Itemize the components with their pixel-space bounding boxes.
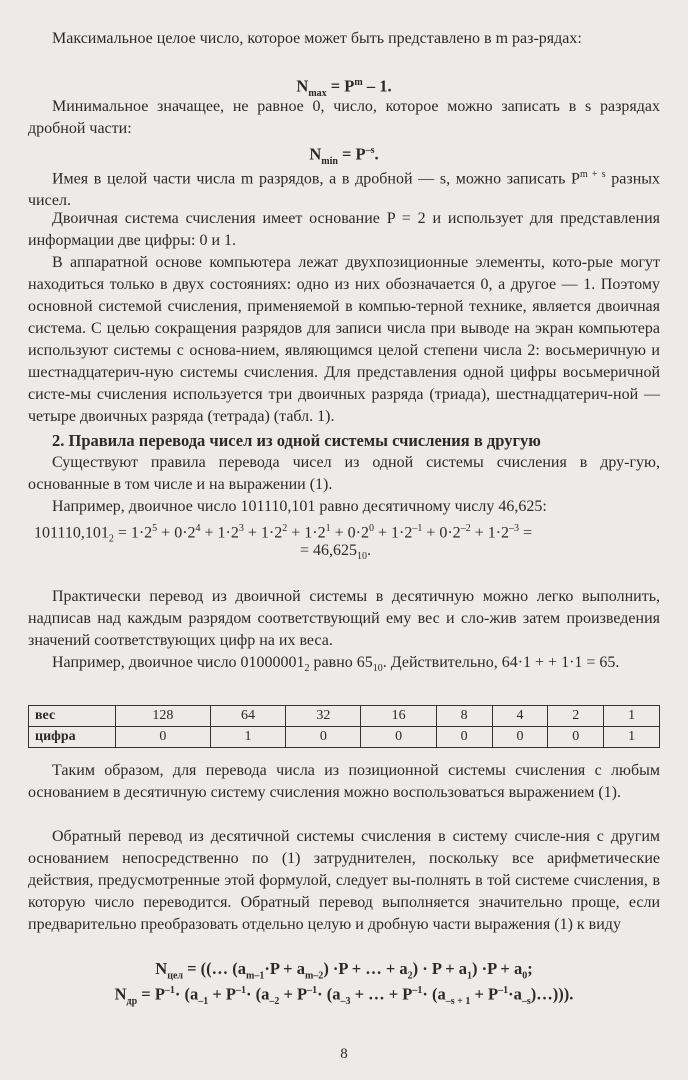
paragraph-reverse: Обратный перевод из десятичной системы счисления в систему счисле-ния с другим основанием непосредственно по (1) затруднителен, поскольку все арифметические действия, предусмотренные этой формулой, следует вы-полнять в той системе счисления, в которую число переводится. Обратный перевод выполняется значительно проще, если предварительно преобразовать отдельно целую и дробную части выражения (1) к виду <box>28 828 660 933</box>
weights-table <box>28 705 660 748</box>
table-cell: 1 <box>604 706 660 727</box>
formula-ncel: $N_{цел}$ = ((… $(a_{m-1}\cdot P + a_{m-2}) \cdot P$ + … + $a_2) \cdot P + a_1) \cdot P + a_0$; <box>155 959 533 982</box>
paragraph-example-65: Например, двоичное число $01000001_2$ равно $65_{10}$. Действительно, 64·1 + + 1·1 = 65. <box>52 654 620 675</box>
table-cell: 0 <box>116 727 211 748</box>
equation-result: = $46,625_{10}$. <box>300 542 372 563</box>
table-cell: 0 <box>436 727 492 748</box>
paragraph-example: Например, двоичное число 101110,101 равно десятичному числу 46,625: <box>52 498 547 515</box>
table-cell: 0 <box>361 727 436 748</box>
table-cell: 0 <box>286 727 361 748</box>
paragraph-conclusion: Таким образом, для перевода числа из позиционной системы счисления с любым основанием в десятичную систему счисления можно воспользоваться выражением (1). <box>28 762 660 801</box>
table-cell: 1 <box>604 727 660 748</box>
table-cell: 8 <box>436 706 492 727</box>
paragraph-count: Имея в целой части числа m разрядов, а в дробной — s, можно записать $P^{m + s}$ разных чисел. <box>28 169 661 210</box>
table-cell: 4 <box>492 706 548 727</box>
table-cell: 2 <box>548 706 604 727</box>
paragraph-hardware: В аппаратной основе компьютера лежат двухпозиционные элементы, кото-рые могут находиться только в двух состояниях: одно из них обозначается 0, а другое — 1. Поэтому основной системой счисления, применяемой в компью-терной технике, является двоичная система. С целью сокращения разрядов для записи числа при выводе на экран компьютера используют системы с основа-нием, являющимся целой степени числа 2: восьмеричную и шестнадцатерич-ную системы счисления. Для представления одной цифры восьмеричной систе-мы счисления используется три двоичных разряда (триада), шестнадцатерич-ной — четыре двоичных разряда (тетрада) (табл. 1). <box>28 254 660 425</box>
page-number: 8 <box>340 1046 348 1062</box>
formula-ndr: $N_{др} = P^{-1}\cdot (a_{-1} + P^{-1}\cdot (a_{-2} + P^{-1}\cdot (a_{-3}$ + … + $P^{-1}\cdot (a_{-s + 1}$ + $P^{-1}\cdot a_{-s})\dots$))). <box>114 984 574 1007</box>
table-cell: 0 <box>548 727 604 748</box>
table-row <box>29 706 660 727</box>
table-row-label: цифра <box>29 727 116 748</box>
paragraph-max-number: Максимальное целое число, которое может быть представлено в m раз-рядах: <box>52 30 582 47</box>
equation-expansion: $101110,101_2 = 1\cdot 2^5 + 0\cdot 2^4 + 1\cdot 2^3 + 1\cdot 2^2 + 1\cdot 2^1 + 0\cdot 2^0 + 1\cdot 2^{-1} + 0\cdot 2^{-2} + 1\cdot 2^{-3}$ = <box>34 523 533 545</box>
table-row-label: вес <box>29 706 116 727</box>
table-cell: 1 <box>210 727 285 748</box>
table-cell: 64 <box>210 706 285 727</box>
table-row <box>29 727 660 748</box>
paragraph-min-number: Минимальное значащее, не равное 0, число, которое можно записать в s разрядах дробной части: <box>28 98 660 137</box>
table-cell: 16 <box>361 706 436 727</box>
paragraph-binary-base: Двоичная система счисления имеет основание P = 2 и использует для представления информации две цифры: 0 и 1. <box>28 210 660 249</box>
table-cell: 0 <box>492 727 548 748</box>
section-heading: 2. Правила перевода чисел из одной системы счисления в другую <box>52 431 541 450</box>
formula-nmax: $N_{max} = P^m - 1$. <box>296 76 392 99</box>
paragraph-rules: Существуют правила перевода чисел из одной системы счисления в дру-гую, основанные в том числе и на выражении (1). <box>28 454 660 493</box>
paragraph-practical: Практически перевод из двоичной системы в десятичную можно легко выполнить, надписав над каждым разрядом соответствующий ему вес и сло-жив затем произведения значений соответствующих цифр на их веса. <box>28 588 660 649</box>
table-cell: 32 <box>286 706 361 727</box>
table-cell: 128 <box>116 706 211 727</box>
formula-nmin: $N_{min} = P^{-s}$. <box>309 144 379 167</box>
